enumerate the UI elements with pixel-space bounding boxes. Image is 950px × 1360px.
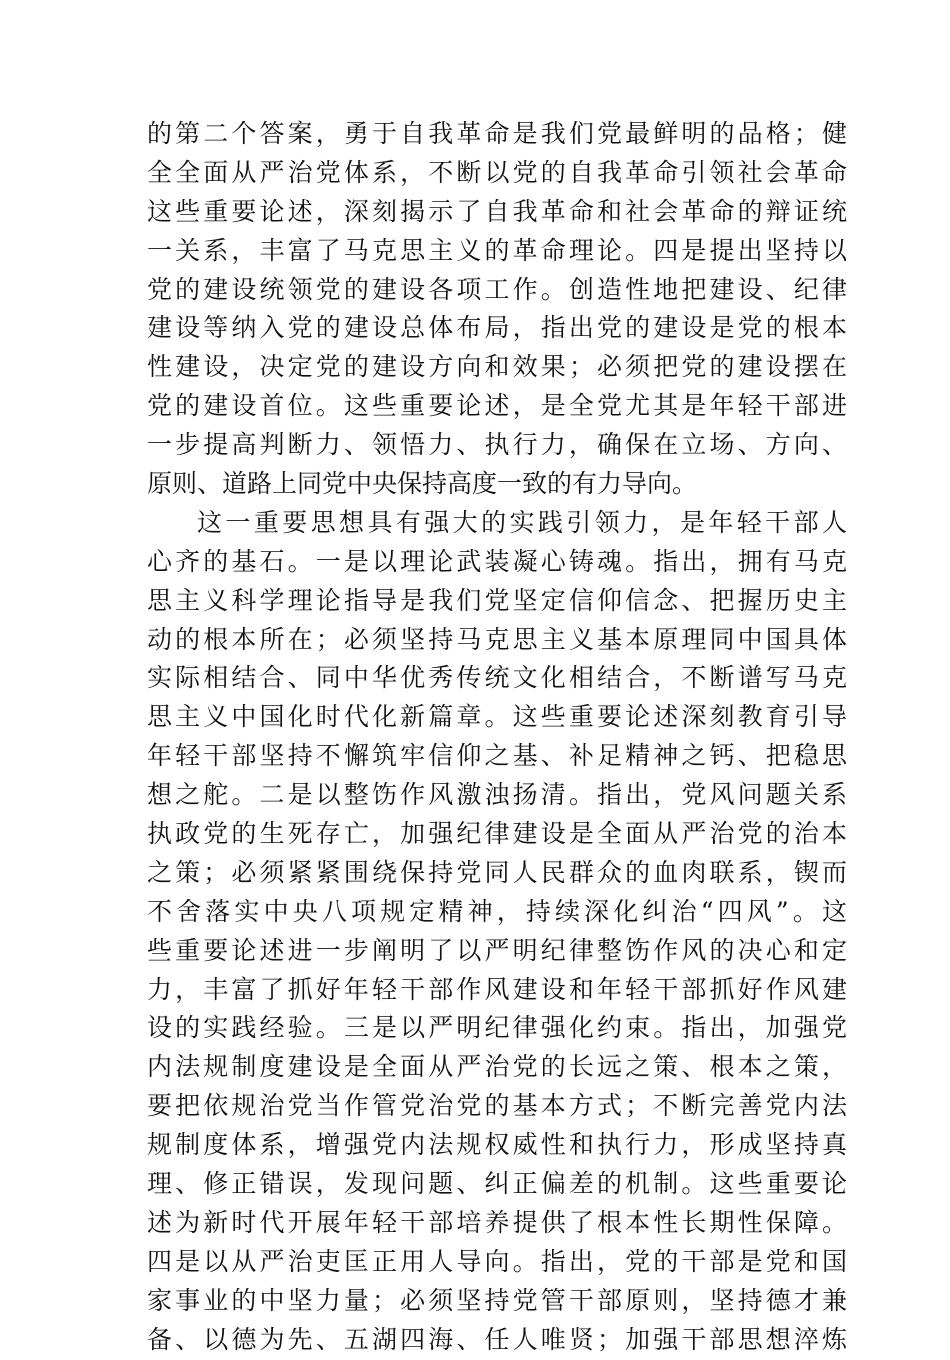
text-line: 党的建设首位。这些重要论述，是全党尤其是年轻干部进 bbox=[147, 391, 847, 421]
text-line: 一步提高判断力、领悟力、执行力，确保在立场、方向、 bbox=[147, 430, 847, 460]
text-line: 思主义科学理论指导是我们党坚定信仰信念、把握历史主 bbox=[147, 585, 847, 615]
text-line: 实际相结合、同中华优秀传统文化相结合，不断谱写马克 bbox=[147, 663, 847, 693]
text-line: 心齐的基石。一是以理论武装凝心铸魂。指出，拥有马克 bbox=[147, 546, 847, 576]
text-line: 四是以从严治吏匡正用人导向。指出，党的干部是党和国 bbox=[147, 1246, 847, 1276]
text-line: 要把依规治党当作管党治党的基本方式；不断完善党内法 bbox=[147, 1091, 847, 1121]
text-line: 的第二个答案，勇于自我革命是我们党最鲜明的品格；健 bbox=[147, 119, 847, 148]
text-line: 这些重要论述，深刻揭示了自我革命和社会革命的辩证统 bbox=[147, 196, 847, 226]
text-line: 述为新时代开展年轻干部培养提供了根本性长期性保障。 bbox=[147, 1207, 847, 1237]
text-line-paragraph-end: 原则、道路上同党中央保持高度一致的有力导向。 bbox=[147, 469, 698, 499]
text-line: 一关系，丰富了马克思主义的革命理论。四是提出坚持以 bbox=[147, 235, 847, 265]
text-line: 理、修正错误，发现问题、纠正偏差的机制。这些重要论 bbox=[147, 1169, 847, 1199]
text-line: 设的实践经验。三是以严明纪律强化约束。指出，加强党 bbox=[147, 1013, 847, 1043]
text-line: 内法规制度建设是全面从严治党的长远之策、根本之策， bbox=[147, 1052, 847, 1082]
body-text bbox=[147, 115, 847, 1360]
text-line: 执政党的生死存亡，加强纪律建设是全面从严治党的治本 bbox=[147, 819, 847, 849]
text-line: 些重要论述进一步阐明了以严明纪律整饬作风的决心和定 bbox=[147, 935, 847, 965]
text-line: 家事业的中坚力量；必须坚持党管干部原则，坚持德才兼 bbox=[147, 1285, 847, 1315]
text-line: 备、以德为先、五湖四海、任人唯贤；加强干部思想淬炼 bbox=[147, 1324, 847, 1354]
text-line: 全全面从严治党体系，不断以党的自我革命引领社会革命 bbox=[147, 157, 847, 187]
text-line-paragraph-start: 这一重要思想具有强大的实践引领力，是年轻干部人 bbox=[197, 507, 847, 537]
text-line: 思主义中国化时代化新篇章。这些重要论述深刻教育引导 bbox=[147, 702, 847, 732]
text-line: 动的根本所在；必须坚持马克思主义基本原理同中国具体 bbox=[147, 624, 847, 654]
text-line: 想之舵。二是以整饬作风激浊扬清。指出，党风问题关系 bbox=[147, 780, 847, 810]
text-line: 不舍落实中央八项规定精神，持续深化纠治“四风”。这 bbox=[147, 896, 847, 926]
text-line: 力，丰富了抓好年轻干部作风建设和年轻干部抓好作风建 bbox=[147, 974, 847, 1004]
text-line: 年轻干部坚持不懈筑牢信仰之基、补足精神之钙、把稳思 bbox=[147, 741, 847, 771]
text-line: 性建设，决定党的建设方向和效果；必须把党的建设摆在 bbox=[147, 352, 847, 382]
text-line: 之策；必须紧紧围绕保持党同人民群众的血肉联系，锲而 bbox=[147, 857, 847, 887]
text-line: 建设等纳入党的建设总体布局，指出党的建设是党的根本 bbox=[147, 313, 847, 343]
text-line: 规制度体系，增强党内法规权威性和执行力，形成坚持真 bbox=[147, 1130, 847, 1160]
text-line: 党的建设统领党的建设各项工作。创造性地把建设、纪律 bbox=[147, 274, 847, 304]
